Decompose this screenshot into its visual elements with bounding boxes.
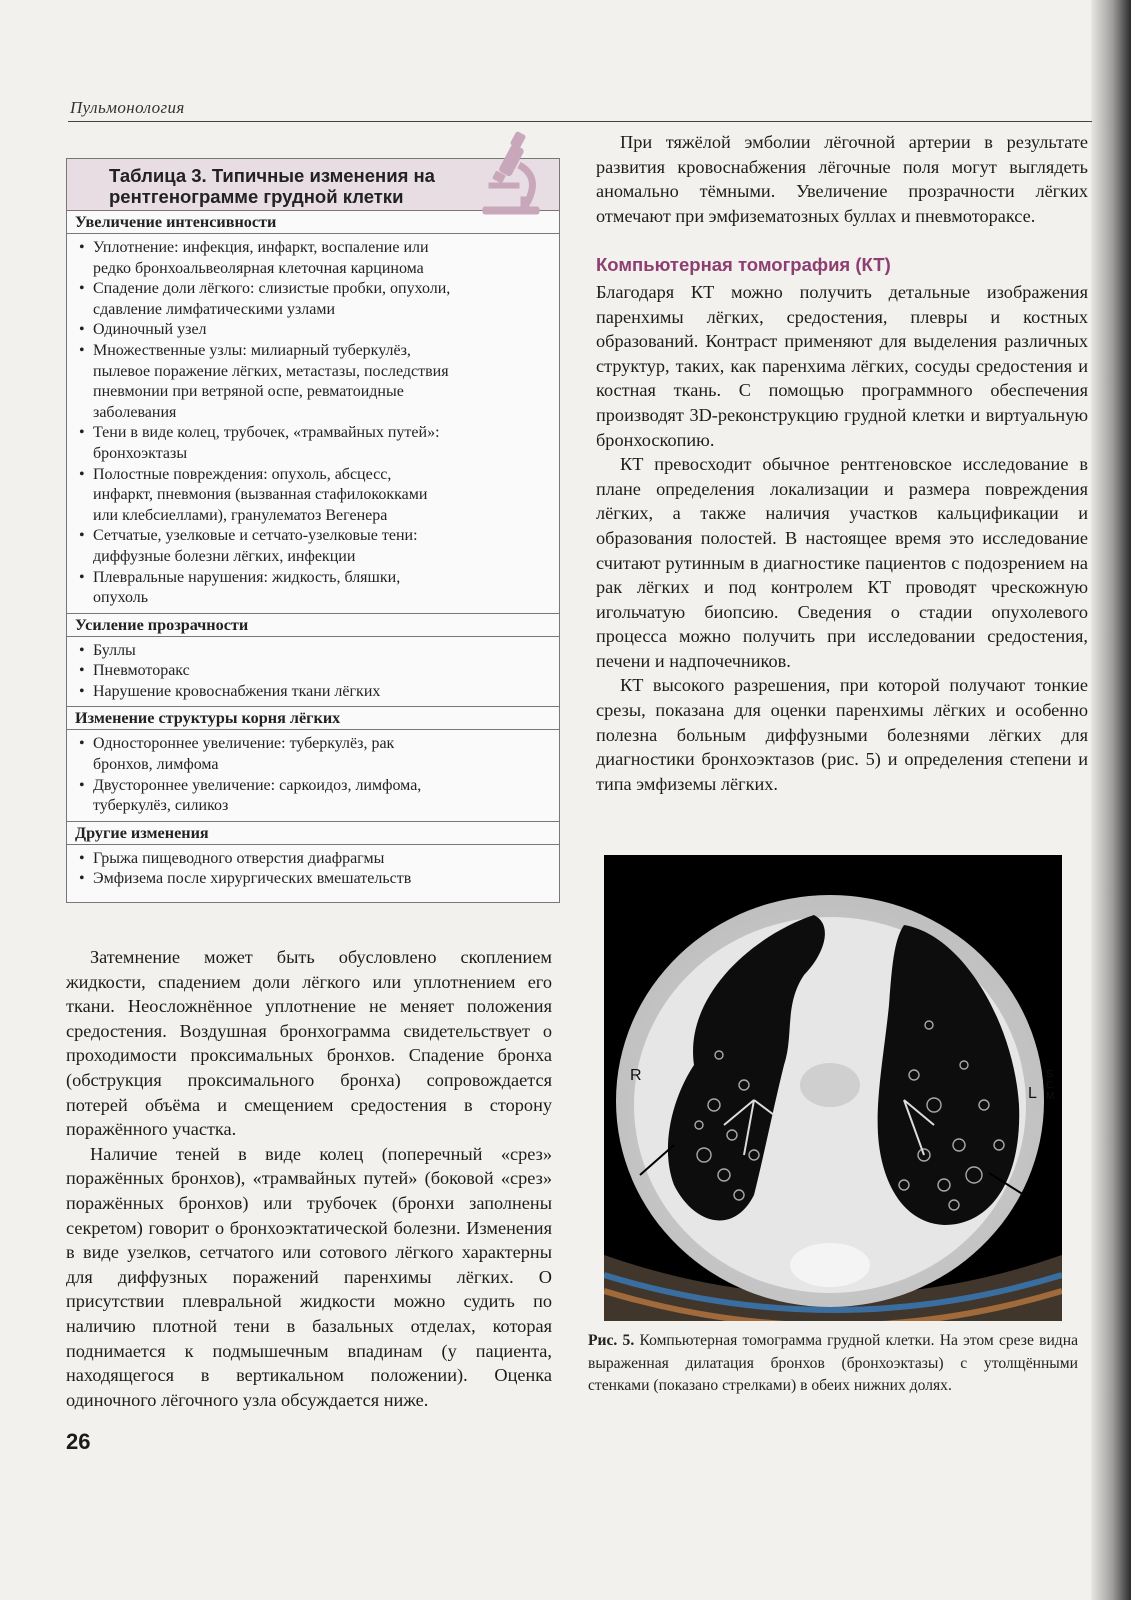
ct-side-marks: S. C. M. bbox=[1046, 1069, 1058, 1102]
page-number: 26 bbox=[66, 1429, 91, 1454]
table-section-heading: Другие изменения bbox=[67, 821, 559, 845]
table-title-line-1: Таблица 3. Типичные изменения на bbox=[109, 165, 435, 186]
paragraph: При тяжёлой эмболии лёгочной артерии в результате развития кровоснабжения лёгочные поля могут выглядеть аномально тёмными. Увеличение прозрачности лёгких отмечают при эмфизематозных буллах и пневмотораксе. bbox=[596, 132, 1088, 226]
table-list-item: • Одностороннее увеличение: туберкулёз, рак бронхов, лимфома bbox=[77, 734, 553, 775]
section-title: Компьютерная томография (КТ) bbox=[596, 254, 891, 276]
table-list-item: • Грыжа пищеводного отверстия диафрагмы bbox=[77, 849, 553, 870]
table-list-item: • Полостные повреждения: опухоль, абсцесс, инфаркт, пневмония (вызванная стафилококками или клебсиеллами), гранулематоз Вегенера bbox=[77, 465, 553, 527]
table-list-item: • Множественные узлы: милиарный туберкулёз, пылевое поражение лёгких, метастазы, последствия пневмонии при ветряной оспе, ревматоидные заболевания bbox=[77, 341, 553, 423]
figure-label: Рис. 5. bbox=[588, 1332, 635, 1349]
table-section-heading: Изменение структуры корня лёгких bbox=[67, 706, 559, 730]
paragraph: Затемнение может быть обусловлено скоплением жидкости, спадением доли лёгкого или уплотнением его ткани. Неосложнённое уплотнение не меняет положения средостения. Воздушная бронхограмма свидетельствует о проходимости проксимальных бронхов. Спадение бронха (обструкция проксимального бронха) сопровождается потерей объёма и смещением средостения в сторону поражённого участка. bbox=[66, 947, 552, 1140]
figure-caption bbox=[588, 1330, 1078, 1398]
table-section-list bbox=[67, 234, 559, 613]
table-list-item: • Сетчатые, узелковые и сетчато-узелковые тени: диффузные болезни лёгких, инфекции bbox=[77, 526, 553, 567]
ct-label-right: R bbox=[630, 1067, 642, 1084]
table-section-list bbox=[67, 730, 559, 820]
table-title-line-2: рентгенограмме грудной клетки bbox=[109, 186, 404, 207]
table-list-item: • Плевральные нарушения: жидкость, бляшки, опухоль bbox=[77, 568, 553, 609]
table-list-item: • Нарушение кровоснабжения ткани лёгких bbox=[77, 682, 553, 703]
microscope-icon bbox=[475, 131, 549, 217]
paragraph: Наличие теней в виде колец (поперечный «срез» поражённых бронхов), «трамвайных путей» (боковой «срез» поражённых бронхов) или трубочек (бронхи заполнены секретом) говорит о бронхоэктатической болезни. Изменения в виде узелков, сетчатого или сотового лёгкого характерны для диффузных поражений паренхимы лёгких. О присутствии плевральной жидкости можно судить по наличию плотной тени в базальных отделах, которая поднимается к подмышечным впадинам (у пациента, находящегося в вертикальном положении). Оценка одиночного лёгочного узла обсуждается ниже. bbox=[66, 1143, 552, 1410]
table-list-item: • Двустороннее увеличение: саркоидоз, лимфома, туберкулёз, силикоз bbox=[77, 776, 553, 817]
ct-scan-drawing bbox=[604, 855, 1062, 1321]
table-section-heading: Усиление прозрачности bbox=[67, 613, 559, 637]
ct-scan-image bbox=[604, 855, 1062, 1321]
page-gutter-shadow bbox=[1091, 0, 1131, 1600]
left-column bbox=[66, 158, 560, 903]
header-rule bbox=[68, 121, 1092, 122]
table-list-item: • Одиночный узел bbox=[77, 320, 553, 341]
table-section-heading: Увеличение интенсивности bbox=[67, 211, 559, 234]
running-header: Пульмонология bbox=[70, 98, 185, 117]
table-list-item: • Эмфизема после хирургических вмешательств bbox=[77, 869, 553, 890]
table-list-item: • Тени в виде колец, трубочек, «трамвайных путей»: бронхоэктазы bbox=[77, 423, 553, 464]
right-column bbox=[596, 130, 1088, 796]
paragraph: Благодаря КТ можно получить детальные изображения паренхимы лёгких, средостения, плевры и костных образований. Контраст применяют для выделения различных структур, таких, как паренхима лёгких, сосуды средостения и костная ткань. С помощью программного обеспечения производят 3D-реконструкцию грудной клетки и виртуальную бронхоскопию. bbox=[596, 281, 1088, 450]
table-list-item: • Уплотнение: инфекция, инфаркт, воспаление или редко бронхоальвеолярная клеточная карцинома bbox=[77, 238, 553, 279]
paragraph: КТ высокого разрешения, при которой получают тонкие срезы, показана для оценки паренхимы лёгких и особенно полезна больным диффузными болезнями лёгких для диагностики бронхоэктазов (рис. 5) и определения степени и типа эмфиземы лёгких. bbox=[596, 675, 1088, 794]
table-list-item: • Буллы bbox=[77, 641, 553, 662]
figure-caption-text: Компьютерная томограмма грудной клетки. На этом срезе видна выраженная дилатация бронхов (бронхоэктазы) с утолщёнными стенками (показано стрелками) в обеих нижних долях. bbox=[588, 1332, 1078, 1395]
ct-label-left: L bbox=[1028, 1085, 1037, 1102]
left-body-text bbox=[66, 945, 552, 1412]
table-section-list bbox=[67, 637, 559, 707]
table-3 bbox=[66, 158, 560, 903]
table-list-item: • Спадение доли лёгкого: слизистые пробки, опухоли, сдавление лимфатическими узлами bbox=[77, 279, 553, 320]
table-section-list bbox=[67, 845, 559, 902]
paragraph: КТ превосходит обычное рентгеновское исследование в плане определения локализации и размера повреждения лёгких, а также наличия участков кальцификации и образования полостей. В настоящее время это исследование считают рутинным в диагностике пациентов с подозрением на рак лёгких и под контролем КТ проводят чрескожную игольчатую биопсию. Сведения о стадии опухолевого процесса можно получить при исследовании средостения, печени и надпочечников. bbox=[596, 454, 1088, 671]
table-list-item: • Пневмоторакс bbox=[77, 661, 553, 682]
